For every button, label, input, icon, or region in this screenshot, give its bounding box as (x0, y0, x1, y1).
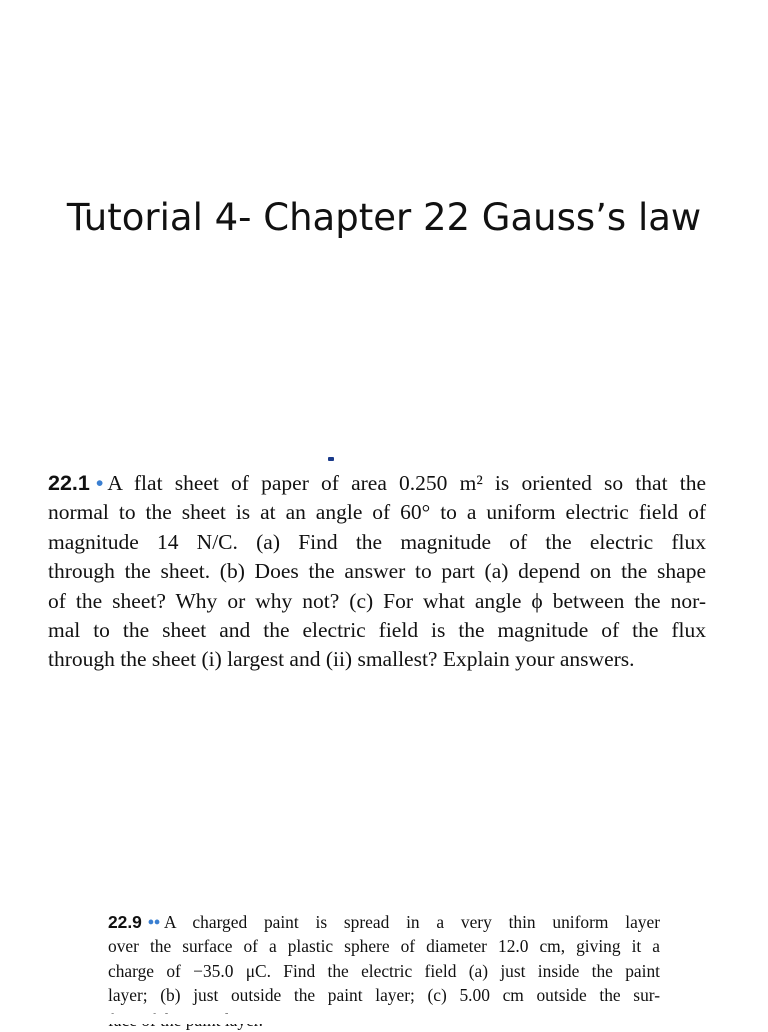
difficulty-dots: • (95, 471, 104, 495)
difficulty-dots: •• (147, 912, 161, 932)
page-title: Tutorial 4- Chapter 22 Gauss’s law (66, 196, 702, 239)
problem-text: A charged paint is spread in a very thin uniform layer (164, 912, 660, 932)
problem-line (108, 910, 660, 934)
problem-line: layer; (b) just outside the paint layer; (c) 5.00 cm outside the sur- (108, 985, 660, 1006)
scan-artifact-mark (328, 457, 334, 461)
problem-line: through the sheet (i) largest and (ii) smallest? Explain your answers. (48, 647, 635, 672)
problem-line: normal to the sheet is at an angle of 60° to a uniform electric field of (48, 500, 706, 525)
page-bottom-edge (0, 1014, 768, 1024)
problem-line: of the sheet? Why or why not? (c) For what angle ϕ between the nor- (48, 588, 706, 613)
problem-line: magnitude 14 N/C. (a) Find the magnitude of the electric flux (48, 529, 706, 554)
problem-number: 22.9 (108, 912, 142, 932)
problem-line: over the surface of a plastic sphere of diameter 12.0 cm, giving it a (108, 936, 660, 957)
problem-line: mal to the sheet and the electric field is the magnitude of the flux (48, 618, 706, 643)
problem-22-1 (48, 469, 706, 675)
problem-number: 22.1 (48, 471, 90, 495)
problem-text: A flat sheet of paper of area 0.250 m² is oriented so that the (107, 471, 706, 495)
problem-line: charge of −35.0 μC. Find the electric field (a) just inside the paint (108, 960, 660, 981)
problem-line (48, 469, 706, 498)
problem-line: through the sheet. (b) Does the answer to part (a) depend on the shape (48, 559, 706, 584)
